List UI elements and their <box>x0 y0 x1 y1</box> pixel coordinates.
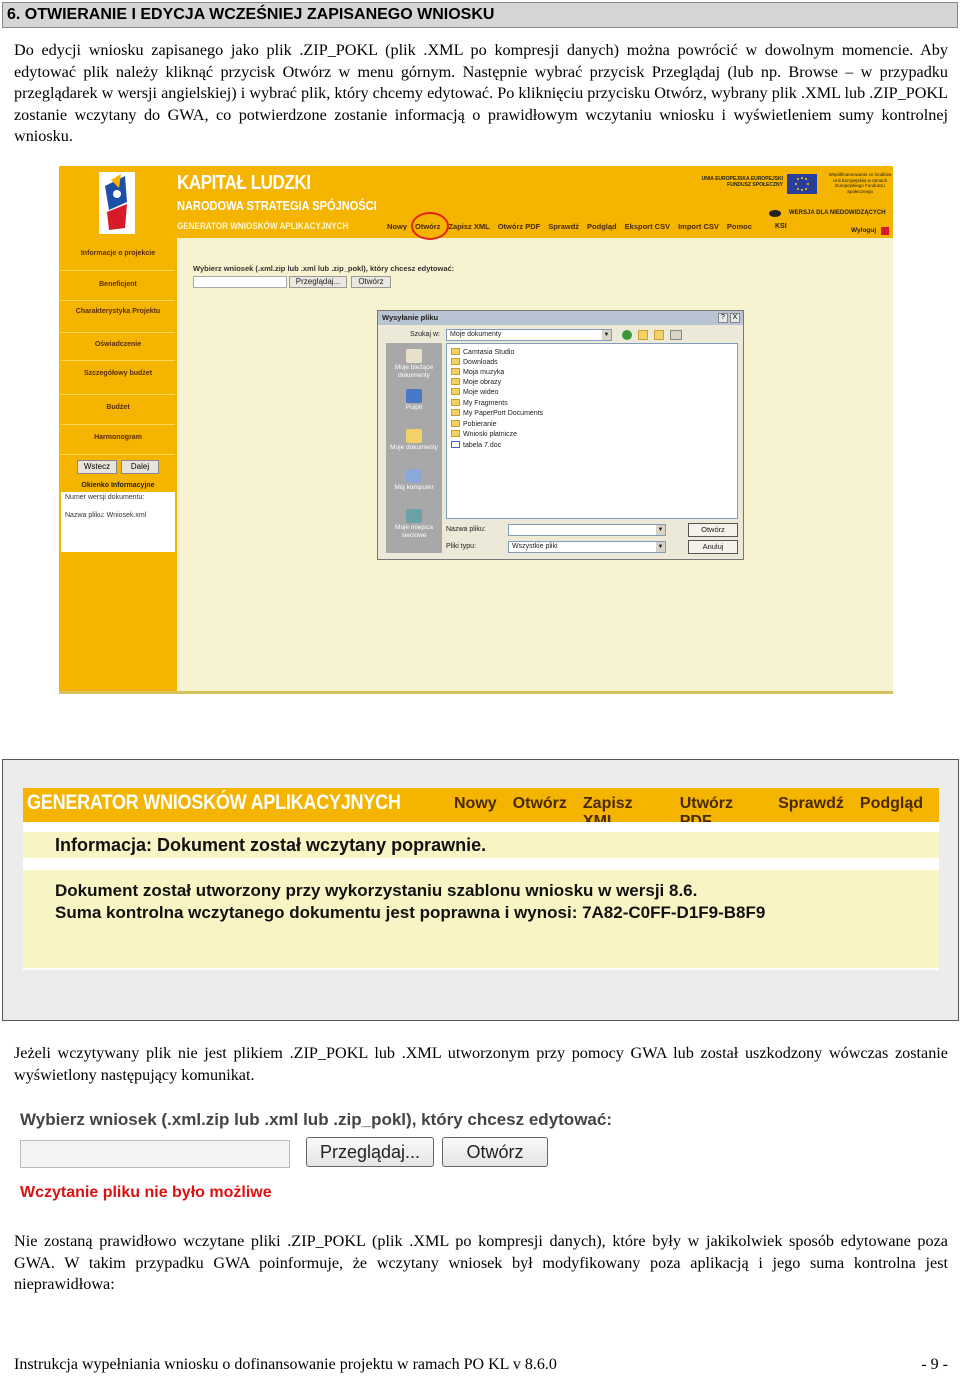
menu-item-sprawdz[interactable]: Sprawdź <box>548 222 580 231</box>
generator-bar <box>23 788 939 822</box>
open-button[interactable]: Otwórz <box>442 1137 548 1167</box>
file-path-input[interactable] <box>20 1140 290 1168</box>
checksum-line: Suma kontrolna wczytanego dokumentu jest poprawna i wynosi: 7A82-C0FF-D1F9-B8F9 <box>55 903 766 922</box>
middle-paragraph: Jeżeli wczytywany plik nie jest plikiem .ZIP_POKL lub .XML utworzonym przy pomocy GWA lub został uszkodzony wówczas zostanie wyświetlony następujący komunikat. <box>14 1044 948 1084</box>
info-window <box>61 492 175 552</box>
menu-item-import-csv[interactable]: Import CSV <box>678 222 719 231</box>
document-version-label: Numer wersji dokumentu: <box>65 494 145 501</box>
list-item[interactable] <box>451 441 501 450</box>
file-list <box>446 343 738 519</box>
dialog-close-button[interactable]: X <box>730 313 740 323</box>
place-label: Moje dokumenty <box>390 444 438 451</box>
checksum-message <box>23 870 939 968</box>
place-label: Moje bieżące dokumenty <box>394 364 434 379</box>
folder-icon <box>451 409 460 416</box>
eu-label: UNIA EUROPEJSKA EUROPEJSKI FUNDUSZ SPOŁECZNY <box>701 176 783 188</box>
dialog-title: Wysyłanie pliku <box>378 311 743 325</box>
sidebar-item-charakterystyka[interactable]: Charakterystyka Projektu <box>75 308 161 315</box>
ksi-label: KSI <box>775 223 787 230</box>
file-label: Camtasia Studio <box>463 349 515 356</box>
logout-link[interactable]: Wyloguj <box>851 227 877 234</box>
file-label: tabela 7.doc <box>463 442 502 449</box>
file-label: Wnioski płatnicze <box>463 431 518 438</box>
folder-icon <box>406 429 422 443</box>
list-item[interactable] <box>451 378 501 387</box>
menu-item-utworz-pdf[interactable]: Utwórz <box>679 795 734 812</box>
filetype-label: Pliki typu: <box>446 543 476 550</box>
accessibility-link[interactable]: WERSJA DLA NIEDOWIDZĄCYCH <box>789 210 886 216</box>
back-button[interactable]: Wstecz <box>77 460 117 474</box>
filetype-select[interactable] <box>508 541 666 553</box>
look-in-select[interactable] <box>446 329 612 341</box>
file-label: Pobieranie <box>463 421 497 428</box>
place-label: Mój komputer <box>394 484 434 491</box>
list-item[interactable] <box>451 409 543 418</box>
folder-icon <box>451 388 460 395</box>
logout-icon <box>881 227 889 235</box>
eye-icon <box>769 210 781 217</box>
bottom-paragraph: Nie zostaną prawidłowo wczytane pliki .ZIP_POKL (plik .XML po kompresji danych), które były w jakikolwiek sposób edytowane poza GWA. W takim przypadku GWA poinformuje, że wczytany wniosek był modyfikowany poza aplikacją i jego suma kontrolna jest nieprawidłowa: <box>14 1232 948 1293</box>
kapital-ludzki-logo-icon <box>99 172 135 234</box>
screenshot-load-success <box>2 759 959 1021</box>
list-item[interactable] <box>451 420 496 429</box>
menu-item-otworz-pdf[interactable]: Otwórz PDF <box>497 222 541 231</box>
file-label: Moja muzyka <box>463 369 505 376</box>
sidebar-item-oswiadczenie[interactable]: Oświadczenie <box>94 341 142 348</box>
sidebar-divider <box>61 332 175 333</box>
next-button[interactable]: Dalej <box>121 460 159 474</box>
places-bar <box>386 343 442 553</box>
choose-file-label: Wybierz wniosek (.xml.zip lub .xml lub .zip_pokl), który chcesz edytować: <box>193 264 455 273</box>
recent-documents-icon <box>406 349 422 363</box>
document-icon <box>451 441 460 448</box>
page-footer <box>14 1355 948 1375</box>
sidebar-divider <box>61 300 175 301</box>
place-my-documents[interactable] <box>386 429 442 452</box>
menu-item-nowy[interactable]: Nowy <box>387 222 408 231</box>
app-header <box>59 166 893 238</box>
view-menu-icon[interactable] <box>670 330 682 340</box>
new-folder-icon[interactable] <box>654 330 664 340</box>
sidebar-divider <box>61 360 175 361</box>
app-subtitle: NARODOWA STRATEGIA SPÓJNOŚCI <box>177 198 377 213</box>
cofinancing-note: Współfinansowanie ze środków Unii Europejskiej w ramach Europejskiego Funduszu Społecznego <box>828 172 892 194</box>
section-heading: 6. OTWIERANIE I EDYCJA WCZEŚNIEJ ZAPISANEGO WNIOSKU <box>2 2 958 28</box>
folder-icon <box>451 368 460 375</box>
open-button[interactable]: Otwórz <box>351 276 391 288</box>
generator-title: GENERATOR WNIOSKÓW APLIKACYJNYCH <box>27 791 401 814</box>
sidebar-item-budzet[interactable]: Budżet <box>106 404 130 411</box>
file-name-label: Nazwa pliku: Wniosek.xml <box>65 512 147 519</box>
dialog-open-button[interactable]: Otwórz <box>688 523 738 537</box>
template-version-line: Dokument został utworzony przy wykorzystaniu szablonu wniosku w wersji 8.6. <box>55 881 698 900</box>
place-label: Pulpit <box>405 404 423 411</box>
eu-flag-icon <box>787 174 817 194</box>
chevron-down-icon: ▼ <box>657 544 664 550</box>
sidebar-item-beneficjent[interactable]: Beneficjent <box>99 281 137 288</box>
screenshot-open-dialog <box>59 166 893 694</box>
menu-item-otworz[interactable]: Otwórz <box>415 222 441 231</box>
screenshot-load-error <box>14 1104 614 1212</box>
folder-icon <box>451 348 460 355</box>
browse-button[interactable]: Przeglądaj... <box>306 1137 434 1167</box>
sidebar <box>59 238 177 694</box>
place-my-computer[interactable] <box>386 469 442 492</box>
sidebar-item-harmonogram[interactable]: Harmonogram <box>94 434 142 441</box>
sidebar-divider <box>61 424 175 425</box>
place-recent[interactable] <box>386 349 442 379</box>
list-item[interactable] <box>451 399 508 408</box>
network-icon <box>406 509 422 523</box>
error-message: Wczytanie pliku nie było możliwe <box>20 1184 272 1201</box>
look-in-label: Szukaj w: <box>410 331 440 338</box>
desktop-icon <box>406 389 422 403</box>
menu-item-otworz[interactable]: Otwórz <box>512 795 567 812</box>
menu-item-podglad[interactable]: Podgląd <box>859 795 923 812</box>
browse-button[interactable]: Przeglądaj... <box>289 276 347 288</box>
sidebar-divider <box>61 270 175 271</box>
sidebar-divider <box>61 454 175 455</box>
highlight-circle <box>411 212 449 240</box>
list-item[interactable] <box>451 388 498 397</box>
file-label: Downloads <box>463 359 498 366</box>
choose-file-label: Wybierz wniosek (.xml.zip lub .xml lub .zip_pokl), który chcesz edytować: <box>20 1110 612 1129</box>
list-item[interactable] <box>451 368 504 377</box>
menu-item-pomoc[interactable]: Pomoc <box>726 222 752 231</box>
message-area <box>23 822 939 970</box>
chevron-down-icon: ▼ <box>657 527 664 533</box>
folder-up-icon[interactable] <box>638 330 648 340</box>
dialog-cancel-button[interactable]: Anuluj <box>688 540 738 554</box>
folder-icon <box>451 430 460 437</box>
file-label: Moje wideo <box>463 389 499 396</box>
file-label: Moje obrazy <box>463 379 502 386</box>
file-path-input[interactable] <box>193 276 287 288</box>
list-item[interactable] <box>451 358 498 367</box>
chevron-down-icon: ▼ <box>603 332 610 338</box>
menu-item-zapisz-xml[interactable]: Zapisz XML <box>448 222 490 231</box>
folder-icon <box>451 358 460 365</box>
menu-item-zapisz-xml[interactable]: Zapisz <box>582 795 633 812</box>
computer-icon <box>406 469 422 483</box>
folder-icon <box>451 378 460 385</box>
footer-text: Instrukcja wypełniania wniosku o dofinansowanie projektu w ramach PO KL v 8.6.0 <box>14 1356 557 1373</box>
sidebar-divider <box>61 394 175 395</box>
folder-icon <box>451 420 460 427</box>
menu-item-eksport-csv[interactable]: Eksport CSV <box>624 222 671 231</box>
folder-icon <box>451 399 460 406</box>
menu-item-sprawdz[interactable]: Sprawdź <box>778 795 844 812</box>
info-window-title: Okienko Informacyjne <box>81 482 155 489</box>
app-title: KAPITAŁ LUDZKI <box>177 172 311 194</box>
filename-input[interactable] <box>508 524 666 536</box>
dialog-help-button[interactable]: ? <box>718 313 728 323</box>
filename-label: Nazwa pliku: <box>446 526 486 533</box>
page-number: - 9 - <box>921 1356 948 1373</box>
app-generator-title: GENERATOR WNIOSKÓW APLIKACYJNYCH <box>177 221 349 231</box>
info-message: Informacja: Dokument został wczytany poprawnie. <box>23 832 939 858</box>
menu-item-nowy[interactable]: Nowy <box>454 795 497 812</box>
file-label: My PaperPort Documents <box>463 410 544 417</box>
file-upload-dialog <box>377 310 744 560</box>
look-in-value: Moje dokumenty <box>450 331 502 338</box>
list-item[interactable] <box>451 348 514 357</box>
file-label: My Fragments <box>463 400 508 407</box>
back-arrow-icon[interactable] <box>622 330 632 340</box>
place-network[interactable] <box>386 509 442 539</box>
menu-item-podglad[interactable]: Podgląd <box>587 222 617 231</box>
place-label: Moje miejsca sieciowe <box>395 524 433 539</box>
sidebar-item-informacje[interactable]: Informacje o projekcie <box>80 250 156 257</box>
intro-paragraph: Do edycji wniosku zapisanego jako plik .ZIP_POKL (plik .XML po kompresji danych) można powrócić w dowolnym momencie. Aby edytować plik należy kliknąć przycisk Otwórz w menu górnym. Następnie wybrać przycisk Przeglądaj (lub np. Browse – w przypadku przeglądarek w wersji angielskiej) i wybrać plik, który chcemy edytować. Po kliknięciu przycisku Otwórz, wybrany plik .XML lub .ZIP_POKL zostanie wczytany do GWA, co potwierdzone zostanie informacją o prawidłowym wczytaniu wniosku i wyświetleniem sumy kontrolnej wniosku. <box>14 41 948 145</box>
place-desktop[interactable] <box>386 389 442 412</box>
list-item[interactable] <box>451 430 517 439</box>
sidebar-item-szczegolowy-budzet[interactable]: Szczegółowy budżet <box>83 370 153 377</box>
filetype-value: Wszystkie pliki <box>512 543 558 550</box>
